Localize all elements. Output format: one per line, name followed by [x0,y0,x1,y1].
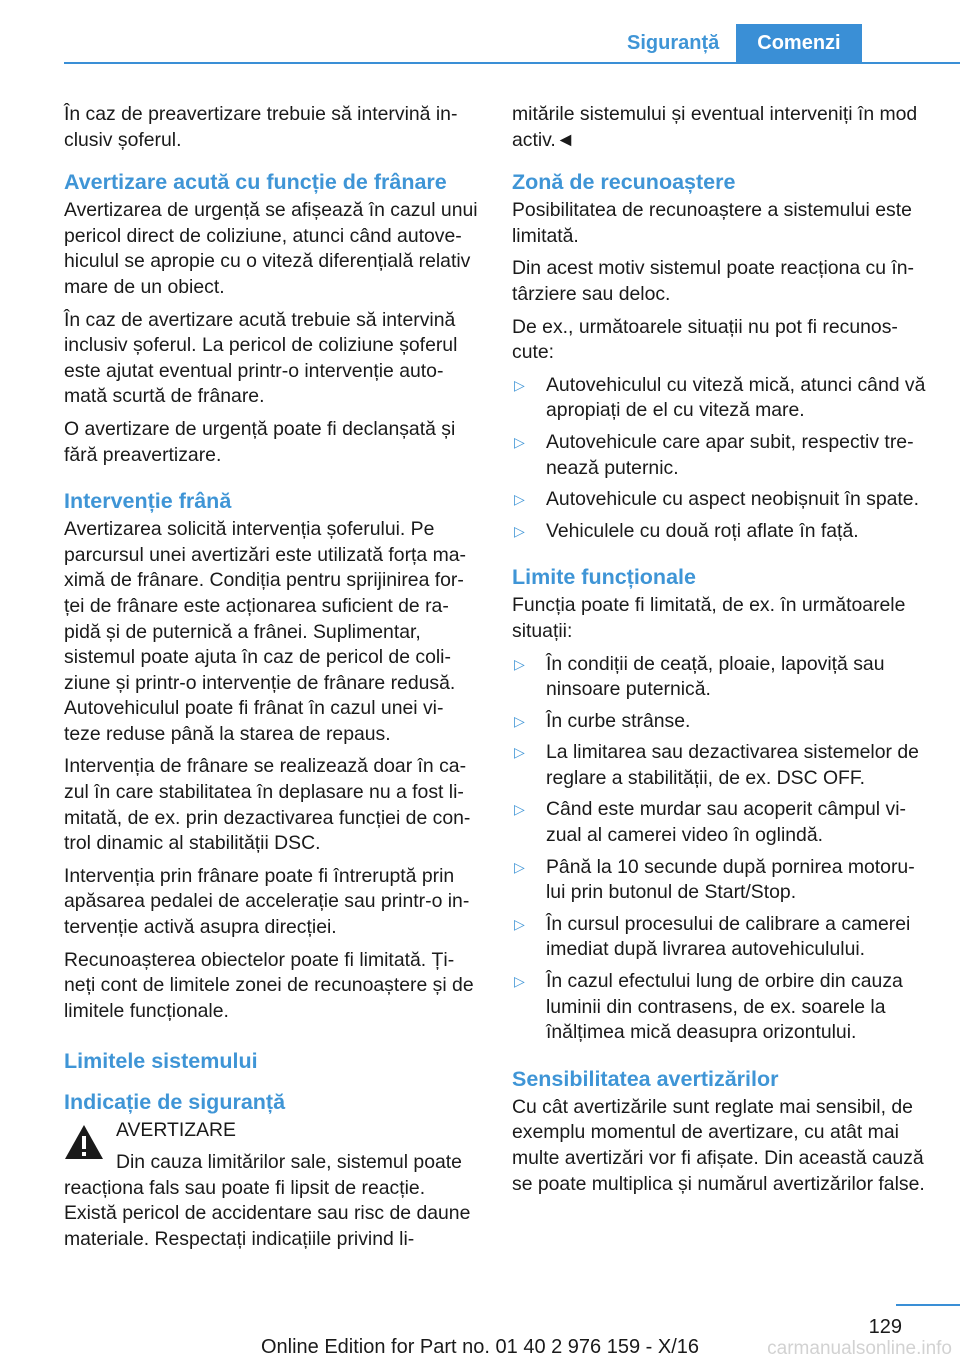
footer-rule [896,1304,960,1306]
warning-text: Din cauza limitărilor sale, sistemul poate reacționa fals sau poate fi lipsit de reacție. Există pericol de accidentare sau risc de daune materiale. Respectați indicațiile privind li- [64,1151,471,1250]
heading-functional-limits: Limite funcționale [512,565,696,590]
heading-brake-intervention: Intervenție frână [64,489,232,514]
heading-recognition-zone: Zonă de recunoaștere [512,170,736,195]
paragraph: Recunoașterea obiectelor poate fi limitată. Ți-neți cont de limitele zonei de recunoaștere și de limitele funcționale. [64,948,474,1022]
list-item: ▷ În condiții de ceață, ploaie, lapoviță sau ninsoare puternică. [514,652,885,701]
paragraph: Funcția poate fi limitată, de ex. în următoarele situații: [512,594,906,642]
list-item: ▷ În cazul efectului lung de orbire din cauza luminii din contrasens, de ex. soarele la înălțimea mică deasupra orizontului. [514,970,903,1044]
list-item: ▷ Autovehiculul cu viteză mică, atunci când vă apropiați de el cu viteză mare. [514,373,926,422]
heading-safety-note: Indicație de siguranță [64,1090,286,1115]
triangle-right-outline-icon: ▷ [514,801,525,818]
triangle-right-outline-icon: ▷ [514,433,525,450]
edition-footer: Online Edition for Part no. 01 40 2 976 159 - X/16 [260,1336,700,1358]
paragraph: De ex., următoarele situații nu pot fi recunos-cute: [512,315,898,364]
watermark: carmanualsonline.info [767,1338,952,1359]
paragraph: mitările sistemului și eventual interveniți în mod activ.◄ [512,103,918,151]
list-item: ▷ Când este murdar sau acoperit câmpul vi-zual al camerei video în oglindă. [514,798,906,847]
list-item: ▷ În cursul procesului de calibrare a camerei imediat după livrarea autovehiculului. [514,912,911,961]
triangle-right-outline-icon: ▷ [514,712,525,729]
triangle-right-outline-icon: ▷ [514,655,525,672]
tab-safety[interactable]: Siguranță [610,24,736,62]
tab-controls[interactable]: Comenzi [736,24,861,62]
left-column [64,102,478,1259]
triangle-right-outline-icon: ▷ [514,915,525,932]
list-item: ▷ Vehiculele cu două roți aflate în față. [512,519,926,545]
list-item: ▷ Până la 10 secunde după pornirea motoru-lui prin butonul de Start/Stop. [514,855,915,904]
functional-limits-list [512,652,926,1046]
warning-block [64,1118,478,1144]
heading-system-limits: Limitele sistemului [64,1049,258,1074]
list-item: ▷ La limitarea sau dezactivarea sistemelor de reglare a stabilității, de ex. DSC OFF. [514,741,919,789]
triangle-right-outline-icon: ▷ [514,744,525,761]
paragraph: În caz de preavertizare trebuie să intervină in-clusiv șoferul. [64,103,458,151]
paragraph: Cu cât avertizările sunt reglate mai sensibil, de exemplu momentul de avertizare, cu atât mai multe avertizări vor fi afișate. Din această cauză se poate multiplica și numărul avertizărilor false. [512,1095,925,1195]
paragraph: Din acest motiv sistemul poate reacționa cu în-târziere sau deloc. [512,257,914,305]
triangle-right-outline-icon: ▷ [514,376,525,393]
paragraph: Intervenția de frânare se realizează doar în ca-zul în care stabilitatea în deplasare nu a fost li-mitată, de ex. prin dezactivarea funcției de con-trol dinamic al stabilității DSC. [64,755,471,855]
page-number: 129 [868,1316,902,1338]
heading-warning-sensitivity: Sensibilitatea avertizărilor [512,1066,779,1091]
header-rule [64,62,960,64]
list-item: ▷ Autovehicule cu aspect neobișnuit în spate. [512,487,926,513]
recognition-list [512,373,926,545]
paragraph: Intervenția prin frânare poate fi întreruptă prin apăsarea pedalei de accelerație sau printr-o in-tervenție activă asupra direcției. [64,864,470,939]
triangle-right-outline-icon: ▷ [514,858,525,875]
triangle-right-outline-icon: ▷ [514,522,525,539]
list-item: ▷ În curbe strânse. [512,709,926,735]
paragraph: Avertizarea solicită intervenția șoferului. Pe parcursul unei avertizări este utilizată forța ma-ximă de frânare. Condiția pentru sprijinirea for-ței de frânare este acționarea suficient de ra-pidă și de puternică a frânei. Suplimentar, sistemul poate ajuta în caz de pericol de coli-ziune și printr-o intervenție de frânare redusă. Autovehiculul poate fi frânat în cazul unei vi-teze reduse până la starea de repaus. [64,518,466,745]
warning-triangle-icon [64,1124,104,1160]
paragraph: O avertizare de urgență poate fi declanșată și fără preavertizare. [64,417,456,466]
right-column [512,102,926,1204]
paragraph: În caz de avertizare acută trebuie să intervină inclusiv șoferul. La pericol de coliziune șoferul este ajutat eventual printr-o intervenție auto-mată scurtă de frânare. [64,308,458,408]
triangle-right-outline-icon: ▷ [514,973,525,990]
paragraph: Avertizarea de urgență se afișează în cazul unui pericol direct de coliziune, atunci când autove-hiculul se apropie cu o viteză diferențială relativ mare de un obiect. [64,199,478,298]
warning-title: AVERTIZARE [116,1119,236,1142]
header-tabs [610,24,862,62]
list-item: ▷ Autovehicule care apar subit, respectiv tre-nează puternic. [514,430,914,479]
heading-acute-warning: Avertizare acută cu funcție de frânare [64,170,447,195]
triangle-right-outline-icon: ▷ [514,491,525,508]
paragraph: Posibilitatea de recunoaștere a sistemului este limitată. [512,199,912,247]
